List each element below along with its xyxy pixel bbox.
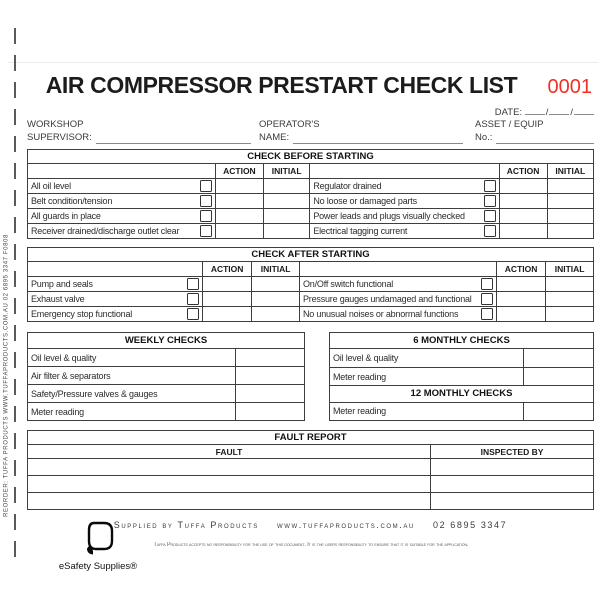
- action-cell[interactable]: [499, 194, 547, 209]
- initial-cell[interactable]: [546, 277, 594, 292]
- inspected-by-entry-cell[interactable]: [431, 476, 594, 493]
- initial-cell[interactable]: [252, 307, 300, 322]
- weekly-check-item: Air filter & separators: [28, 367, 236, 385]
- supplier-website: www.tuffaproducts.com.au: [276, 520, 415, 531]
- operator-name-label-line1: OPERATOR'S: [259, 119, 320, 130]
- action-cell[interactable]: [215, 224, 263, 239]
- date-separator: /: [570, 107, 573, 118]
- value-cell[interactable]: [524, 349, 594, 367]
- check-item-cell: [28, 224, 216, 239]
- footer: [27, 520, 594, 576]
- action-cell[interactable]: [499, 209, 547, 224]
- fault-entry-cell[interactable]: [28, 459, 431, 476]
- six-monthly-check-item: Oil level & quality: [330, 349, 524, 367]
- value-cell[interactable]: [524, 367, 594, 385]
- initial-cell[interactable]: [547, 179, 593, 194]
- fault-report-table: [27, 430, 594, 510]
- initial-cell[interactable]: [252, 292, 300, 307]
- initial-column-header: INITIAL: [263, 164, 309, 179]
- weekly-check-item: Oil level & quality: [28, 349, 236, 367]
- check-item-checkbox[interactable]: [484, 180, 496, 192]
- check-item-label: Belt condition/tension: [31, 196, 113, 207]
- check-item-label: Receiver drained/discharge outlet clear: [31, 226, 180, 237]
- check-item-cell: [299, 277, 496, 292]
- check-item-cell: [28, 277, 203, 292]
- blank-header-cell: [299, 262, 496, 277]
- value-cell[interactable]: [236, 385, 305, 403]
- sheet-top-edge: [8, 62, 598, 63]
- check-item-checkbox[interactable]: [200, 180, 212, 192]
- check-item-label: Regulator drained: [313, 181, 382, 192]
- check-item-label: No unusual noises or abnormal functions: [302, 309, 459, 320]
- initial-column-header: INITIAL: [547, 164, 593, 179]
- six-monthly-checks-title: 6 MONTHLY CHECKS: [330, 333, 594, 349]
- operator-name-label-line2: NAME:: [259, 131, 290, 143]
- initial-cell[interactable]: [252, 277, 300, 292]
- date-month-blank[interactable]: [549, 105, 569, 115]
- esafety-logo-icon: [81, 520, 115, 556]
- check-item-cell: [299, 307, 496, 322]
- twelve-monthly-check-item: Meter reading: [330, 402, 524, 420]
- weekly-checks-table: [27, 332, 305, 421]
- action-cell[interactable]: [499, 224, 547, 239]
- form-content: [27, 64, 594, 576]
- action-cell[interactable]: [499, 179, 547, 194]
- check-after-title: CHECK AFTER STARTING: [28, 248, 594, 262]
- blank-header-cell: [310, 164, 499, 179]
- initial-cell[interactable]: [263, 224, 309, 239]
- check-item-cell: [28, 194, 216, 209]
- check-item-label: All guards in place: [31, 211, 101, 222]
- check-item-label: Power leads and plugs visually checked: [313, 211, 465, 222]
- check-item-checkbox[interactable]: [187, 293, 199, 305]
- initial-cell[interactable]: [263, 194, 309, 209]
- initial-cell[interactable]: [546, 292, 594, 307]
- check-item-label: Pump and seals: [31, 279, 93, 290]
- operator-name-input-line[interactable]: [293, 133, 463, 144]
- check-item-cell: [28, 209, 216, 224]
- asset-equip-input-line[interactable]: [496, 133, 594, 144]
- check-item-checkbox[interactable]: [200, 225, 212, 237]
- check-after-starting-table: [27, 247, 594, 322]
- check-item-checkbox[interactable]: [481, 278, 493, 290]
- fields-row: [27, 119, 594, 144]
- check-item-checkbox[interactable]: [484, 195, 496, 207]
- check-item-label: Exhaust valve: [31, 294, 85, 305]
- workshop-supervisor-input-line[interactable]: [96, 133, 251, 144]
- workshop-supervisor-label-line2: SUPERVISOR:: [27, 131, 92, 143]
- operator-name-field: [259, 119, 463, 144]
- initial-column-header: INITIAL: [546, 262, 594, 277]
- check-before-starting-table: [27, 149, 594, 239]
- workshop-supervisor-field: [27, 119, 251, 144]
- date-label: DATE:: [494, 107, 523, 118]
- action-column-header: ACTION: [215, 164, 263, 179]
- initial-cell[interactable]: [547, 209, 593, 224]
- inspected-by-entry-cell[interactable]: [431, 493, 594, 510]
- asset-equip-label-line1: ASSET / EQUIP: [475, 119, 544, 130]
- check-item-cell: [310, 209, 499, 224]
- check-item-checkbox[interactable]: [200, 210, 212, 222]
- inspected-by-entry-cell[interactable]: [431, 459, 594, 476]
- check-item-cell: [310, 194, 499, 209]
- date-row: [27, 105, 594, 117]
- initial-cell[interactable]: [547, 224, 593, 239]
- check-item-checkbox[interactable]: [187, 308, 199, 320]
- initial-cell[interactable]: [263, 209, 309, 224]
- initial-cell[interactable]: [546, 307, 594, 322]
- fault-entry-cell[interactable]: [28, 493, 431, 510]
- check-before-title: CHECK BEFORE STARTING: [28, 150, 594, 164]
- date-day-blank[interactable]: [525, 105, 545, 115]
- monthly-checks-table: [329, 332, 594, 421]
- action-column-header: ACTION: [496, 262, 545, 277]
- check-item-cell: [28, 179, 216, 194]
- value-cell[interactable]: [524, 402, 594, 420]
- value-cell[interactable]: [236, 403, 305, 421]
- check-item-cell: [310, 179, 499, 194]
- check-item-label: Emergency stop functional: [31, 309, 133, 320]
- date-separator: /: [545, 107, 549, 118]
- check-item-checkbox[interactable]: [187, 278, 199, 290]
- disclaimer-text: Tuffa Products accepts no responsibility for the use of this document. It is the users responsibility to ensure that it is suitable for the application.: [153, 542, 468, 549]
- check-item-label: On/Off switch functional: [302, 279, 394, 290]
- supplier-phone: 02 6895 3347: [432, 520, 508, 531]
- action-column-header: ACTION: [202, 262, 251, 277]
- check-item-checkbox[interactable]: [200, 195, 212, 207]
- date-year-blank[interactable]: [574, 105, 594, 115]
- twelve-monthly-checks-title: 12 MONTHLY CHECKS: [330, 386, 594, 402]
- blank-header-cell: [28, 164, 216, 179]
- check-item-checkbox[interactable]: [484, 225, 496, 237]
- action-cell[interactable]: [496, 277, 545, 292]
- check-item-cell: [28, 307, 203, 322]
- weekly-check-item: Meter reading: [28, 403, 236, 421]
- action-cell[interactable]: [215, 209, 263, 224]
- check-item-cell: [310, 224, 499, 239]
- action-column-header: ACTION: [499, 164, 547, 179]
- check-item-label: Electrical tagging current: [313, 226, 408, 237]
- check-item-checkbox[interactable]: [481, 293, 493, 305]
- check-item-cell: [299, 292, 496, 307]
- workshop-supervisor-label-line1: WORKSHOP: [27, 119, 84, 130]
- reorder-side-text: REORDER: TUFFA PRODUCTS WWW.TUFFAPRODUCTS.COM.AU 02 6895 3347 F0808: [3, 234, 10, 517]
- fault-column-header: FAULT: [28, 445, 431, 459]
- esafety-supplies-logo: [43, 520, 153, 572]
- asset-equip-label-line2: No.:: [475, 131, 493, 143]
- action-cell[interactable]: [496, 292, 545, 307]
- fault-report-title: FAULT REPORT: [28, 431, 594, 445]
- perforation-dashed-line: [14, 28, 16, 566]
- check-item-cell: [28, 292, 203, 307]
- check-item-checkbox[interactable]: [481, 308, 493, 320]
- action-cell[interactable]: [202, 307, 251, 322]
- title-row: [27, 72, 594, 99]
- weekly-checks-title: WEEKLY CHECKS: [28, 333, 305, 349]
- blank-header-cell: [28, 262, 203, 277]
- value-cell[interactable]: [236, 349, 305, 367]
- supplied-by-text: Supplied by Tuffa Products: [113, 520, 259, 531]
- initial-cell[interactable]: [263, 179, 309, 194]
- page-title: AIR COMPRESSOR PRESTART CHECK LIST: [45, 72, 518, 98]
- check-item-label: All oil level: [31, 181, 71, 192]
- action-cell[interactable]: [496, 307, 545, 322]
- initial-cell[interactable]: [547, 194, 593, 209]
- six-monthly-check-item: Meter reading: [330, 367, 524, 385]
- check-item-checkbox[interactable]: [484, 210, 496, 222]
- initial-column-header: INITIAL: [252, 262, 300, 277]
- inspected-by-column-header: INSPECTED BY: [431, 445, 594, 459]
- action-cell[interactable]: [215, 194, 263, 209]
- form-serial-number: 0001: [547, 76, 592, 98]
- check-item-label: No loose or damaged parts: [313, 196, 417, 207]
- asset-equip-field: [475, 119, 594, 144]
- action-cell[interactable]: [215, 179, 263, 194]
- periodic-checks-row: [27, 332, 594, 421]
- fault-entry-cell[interactable]: [28, 476, 431, 493]
- check-item-label: Pressure gauges undamaged and functional: [302, 294, 472, 305]
- action-cell[interactable]: [202, 277, 251, 292]
- value-cell[interactable]: [236, 367, 305, 385]
- weekly-check-item: Safety/Pressure valves & gauges: [28, 385, 236, 403]
- action-cell[interactable]: [202, 292, 251, 307]
- esafety-supplies-logo-text: eSafety Supplies®: [58, 561, 138, 573]
